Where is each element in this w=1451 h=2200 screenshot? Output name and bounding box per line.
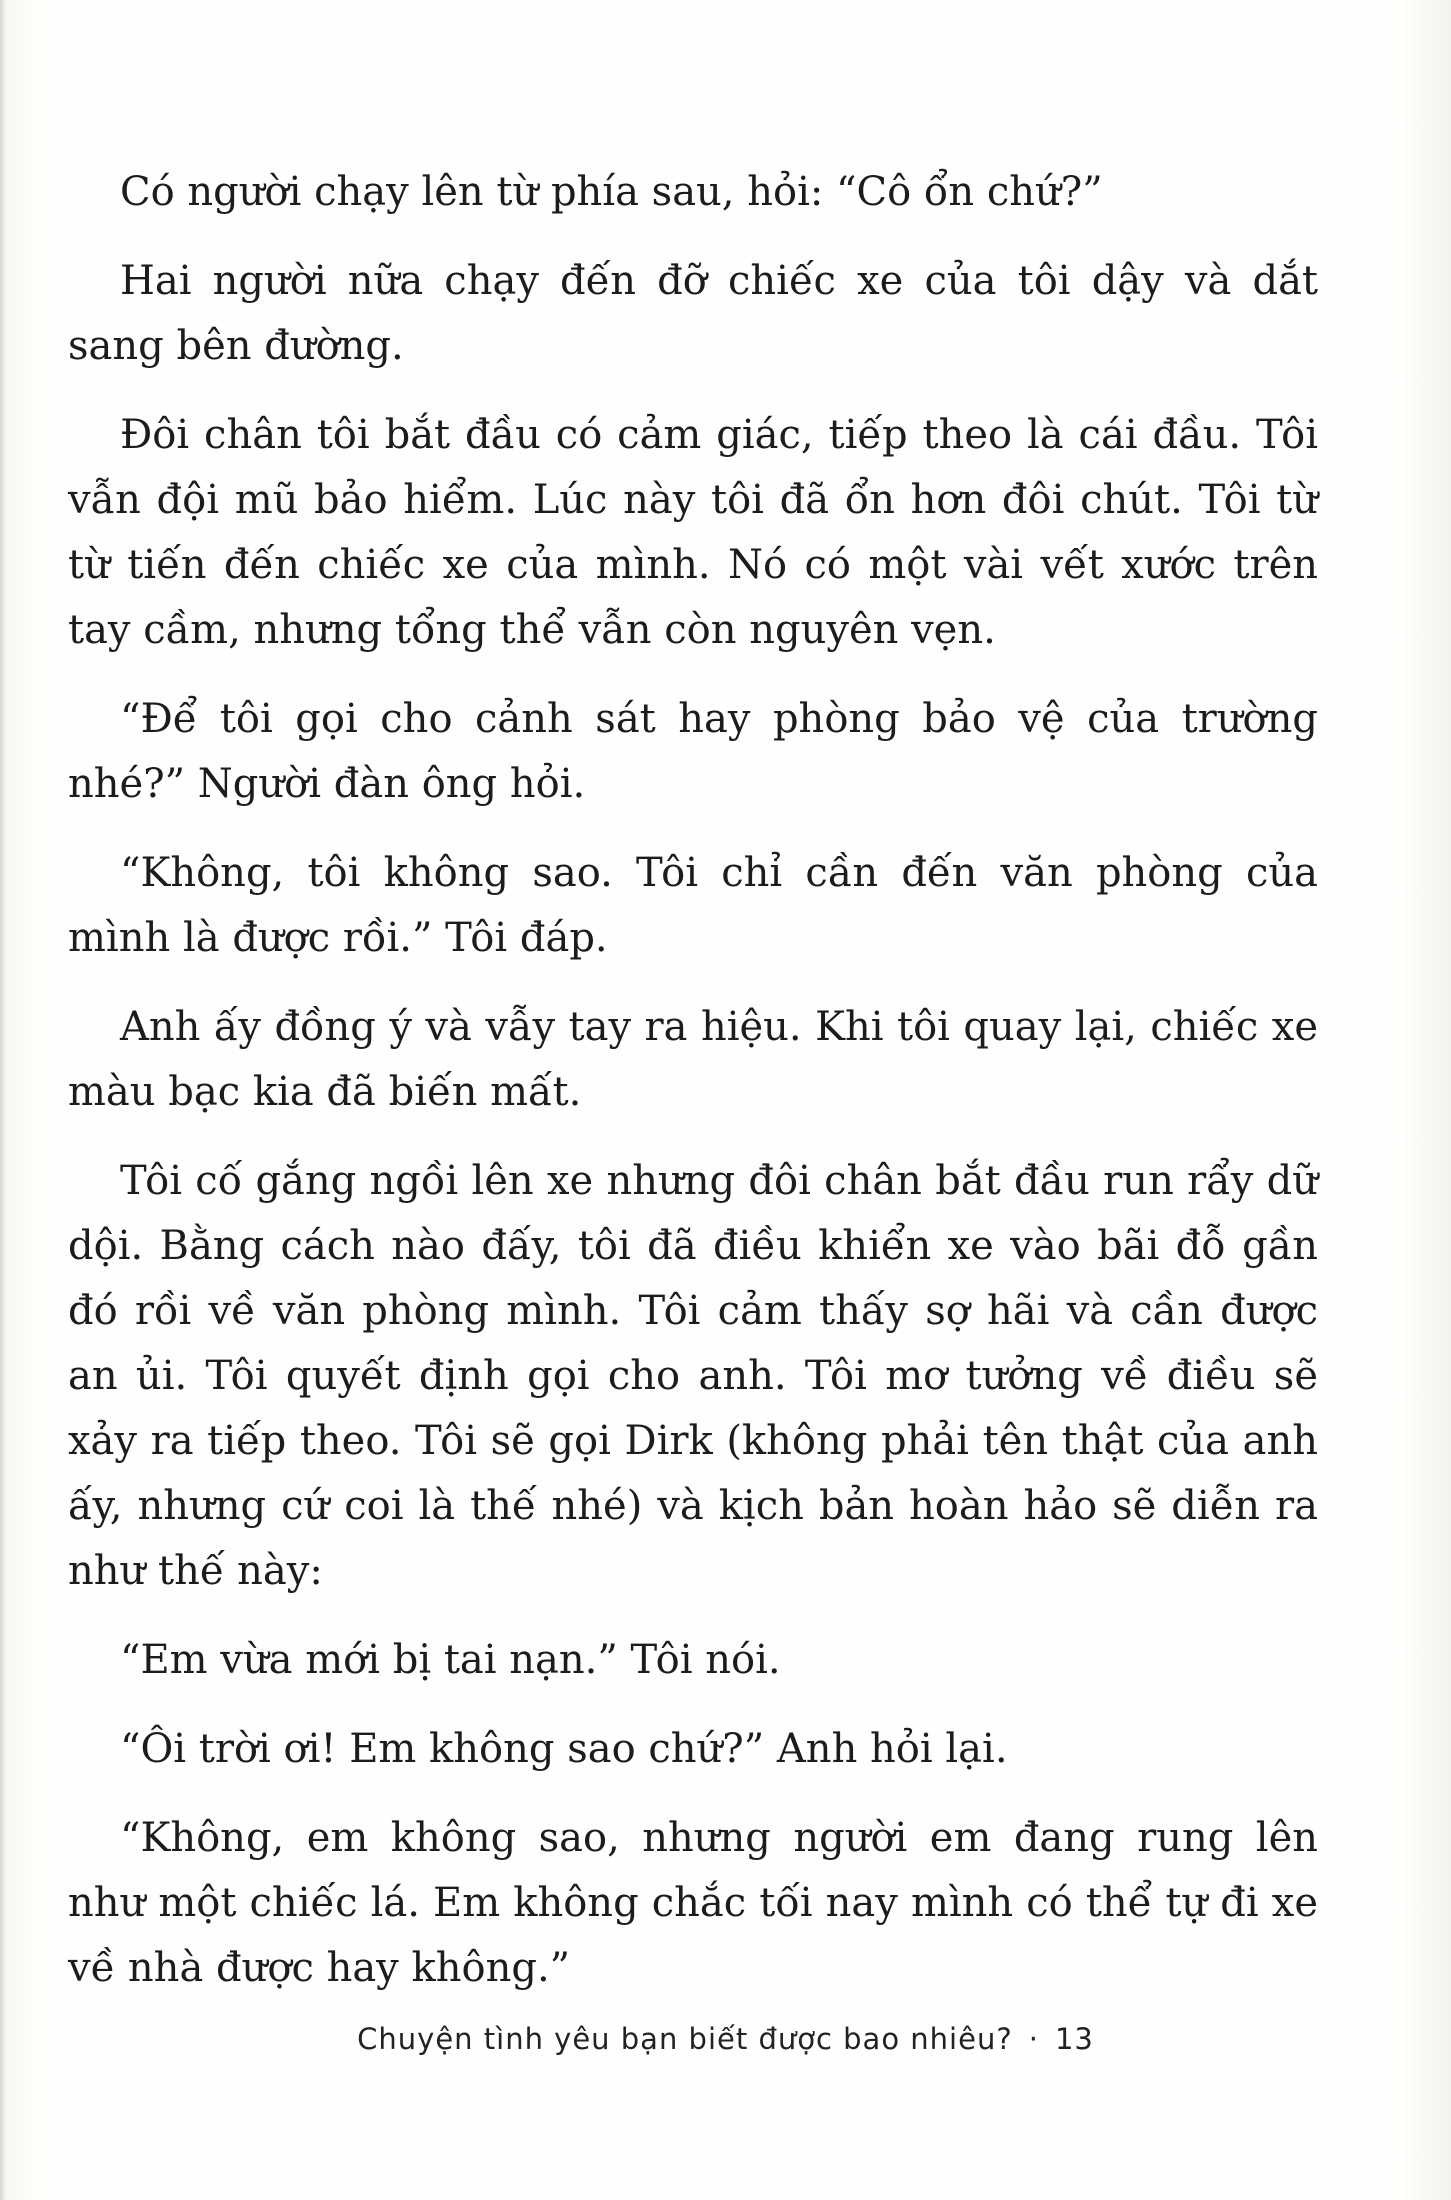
paragraph-3: Đôi chân tôi bắt đầu có cảm giác, tiếp theo là cái đầu. Tôi vẫn đội mũ bảo hiểm. Lúc này tôi đã ổn hơn đôi chút. Tôi từ từ tiến đến chiếc xe của mình. Nó có một vài vết xước trên tay cầm, nhưng tổng thể vẫn còn nguyên vẹn. bbox=[68, 412, 1318, 653]
paragraph-5: “Không, tôi không sao. Tôi chỉ cần đến văn phòng của mình là được rồi.” Tôi đáp. bbox=[68, 850, 1318, 961]
body-text bbox=[68, 160, 1318, 2025]
paragraph-8: “Em vừa mới bị tai nạn.” Tôi nói. bbox=[120, 1637, 781, 1683]
paragraph-9: “Ôi trời ơi! Em không sao chứ?” Anh hỏi lại. bbox=[120, 1726, 1008, 1772]
book-title: Chuyện tình yêu bạn biết được bao nhiêu? bbox=[357, 2022, 1013, 2056]
running-footer bbox=[0, 2022, 1451, 2056]
paragraph-1: Có người chạy lên từ phía sau, hỏi: “Cô ổn chứ?” bbox=[120, 169, 1103, 215]
page-edge-shadow bbox=[0, 0, 6, 2200]
paragraph-10: “Không, em không sao, nhưng người em đang rung lên như một chiếc lá. Em không chắc tối nay mình có thể tự đi xe về nhà được hay không.” bbox=[68, 1815, 1318, 1991]
paragraph-4: “Để tôi gọi cho cảnh sát hay phòng bảo vệ của trường nhé?” Người đàn ông hỏi. bbox=[68, 696, 1318, 807]
page-number: 13 bbox=[1054, 2022, 1094, 2056]
footer-separator: · bbox=[1028, 2022, 1039, 2056]
paragraph-6: Anh ấy đồng ý và vẫy tay ra hiệu. Khi tôi quay lại, chiếc xe màu bạc kia đã biến mất. bbox=[68, 1004, 1318, 1115]
paragraph-2: Hai người nữa chạy đến đỡ chiếc xe của tôi dậy và dắt sang bên đường. bbox=[68, 258, 1318, 369]
paragraph-7: Tôi cố gắng ngồi lên xe nhưng đôi chân bắt đầu run rẩy dữ dội. Bằng cách nào đấy, tôi đã điều khiển xe vào bãi đỗ gần đó rồi về văn phòng mình. Tôi cảm thấy sợ hãi và cần được an ủi. Tôi quyết định gọi cho anh. Tôi mơ tưởng về điều sẽ xảy ra tiếp theo. Tôi sẽ gọi Dirk (không phải tên thật của anh ấy, nhưng cứ coi là thế nhé) và kịch bản hoàn hảo sẽ diễn ra như thế này: bbox=[68, 1158, 1318, 1594]
